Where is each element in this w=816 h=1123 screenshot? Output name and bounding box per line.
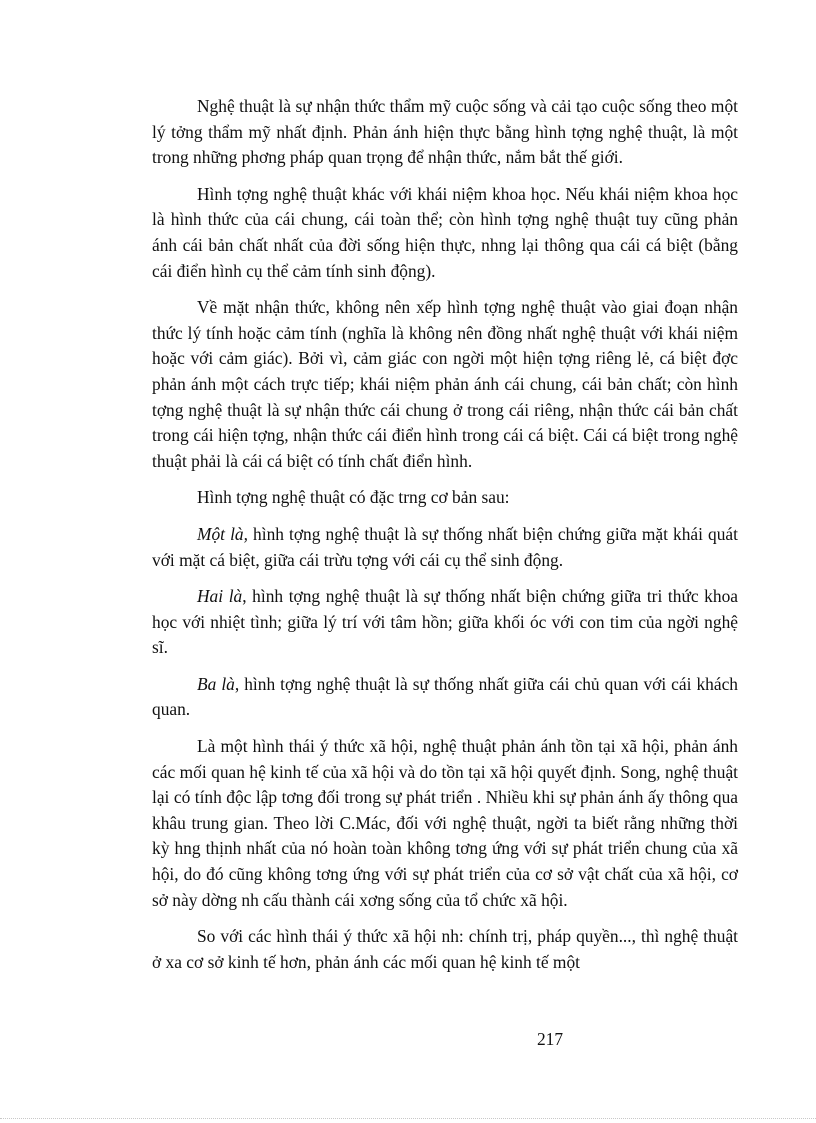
paragraph-5-text: hình tợng nghệ thuật là sự thống nhất biện chứng giữa mặt khái quát với mặt cá biệt, giữa cái trừu tợng với cái cụ thể sinh động. bbox=[152, 523, 738, 570]
paragraph-5 bbox=[152, 522, 738, 573]
paragraph-2 bbox=[152, 182, 738, 284]
paragraph-4-text: Hình tợng nghệ thuật có đặc trng cơ bản sau: bbox=[197, 487, 510, 508]
paragraph-1-text: Nghệ thuật là sự nhận thức thẩm mỹ cuộc sống và cải tạo cuộc sống theo một lý tởng thẩm mỹ nhất định. Phản ánh hiện thực bằng hình tợng nghệ thuật, là một trong những phơng pháp quan trọng để nhận thức, nắm bắt thế giới. bbox=[152, 96, 738, 168]
paragraph-6-lead: Hai là bbox=[197, 586, 243, 607]
paragraph-2-text: Hình tợng nghệ thuật khác với khái niệm khoa học. Nếu khái niệm khoa học là hình thức của cái chung, cái toàn thể; còn hình tợng nghệ thuật tuy cũng phản ánh cái bản chất nhất của đời sống hiện thực, nhng lại thông qua cái cá biệt (bằng cái điển hình cụ thể cảm tính sinh động). bbox=[152, 183, 738, 281]
paragraph-8-text: Là một hình thái ý thức xã hội, nghệ thuật phản ánh tồn tại xã hội, phản ánh các mối quan hệ kinh tế của xã hội và do tồn tại xã hội quyết định. Song, nghệ thuật lại có tính độc lập tơng đối trong sự phát triển . Nhiều khi sự phản ánh ấy thông qua khâu trung gian. Theo lời C.Mác, đối với nghệ thuật, ngời ta biết rằng những thời kỳ hng thịnh nhất của nó hoàn toàn không tơng ứng với sự phát triển chung của xã hội, do đó cũng không tơng ứng với sự phát triển của cơ sở vật chất của xã hội, cơ sở này dờng nh cấu thành cái xơng sống của tổ chức xã hội. bbox=[152, 736, 738, 910]
paragraph-5-lead: Một là, bbox=[197, 523, 248, 544]
paragraph-8 bbox=[152, 734, 738, 913]
paragraph-7-text: , hình tợng nghệ thuật là sự thống nhất giữa cái chủ quan với cái khách quan. bbox=[152, 673, 738, 720]
paragraph-6-text: , hình tợng nghệ thuật là sự thống nhất biện chứng giữa tri thức khoa học với nhiệt tình; giữa lý trí với tâm hồn; giữa khối óc với con tim của ngời nghệ sĩ. bbox=[152, 586, 738, 658]
paragraph-3-text: Về mặt nhận thức, không nên xếp hình tợng nghệ thuật vào giai đoạn nhận thức lý tính hoặc cảm tính (nghĩa là không nên đồng nhất nghệ thuật với khái niệm hoặc với cảm giác). Bởi vì, cảm giác con ngời một hiện tợng riêng lẻ, cá biệt đợc phản ánh một cách trực tiếp; khái niệm phản ánh cái chung, cái bản chất; còn hình tợng nghệ thuật là sự nhận thức cái chung ở trong cái riêng, nhận thức cái bản chất trong cái hiện tợng, nhận thức cái điển hình trong cái cá biệt. Cái cá biệt trong nghệ thuật phải là cái cá biệt có tính chất điển hình. bbox=[152, 297, 738, 471]
paragraph-7 bbox=[152, 672, 738, 723]
paragraph-3 bbox=[152, 295, 738, 474]
paragraph-6 bbox=[152, 584, 738, 661]
paragraph-1 bbox=[152, 94, 738, 171]
bottom-dotted-rule bbox=[0, 1118, 816, 1119]
paragraph-9 bbox=[152, 924, 738, 975]
body-text bbox=[152, 94, 738, 986]
paragraph-4 bbox=[152, 485, 738, 511]
paragraph-9-text: So với các hình thái ý thức xã hội nh: chính trị, pháp quyền..., thì nghệ thuật ở xa cơ sở kinh tế hơn, phản ánh các mối quan hệ kinh tế một bbox=[152, 926, 738, 972]
paragraph-7-lead: Ba là bbox=[197, 673, 235, 694]
page-number: 217 bbox=[536, 1029, 564, 1049]
